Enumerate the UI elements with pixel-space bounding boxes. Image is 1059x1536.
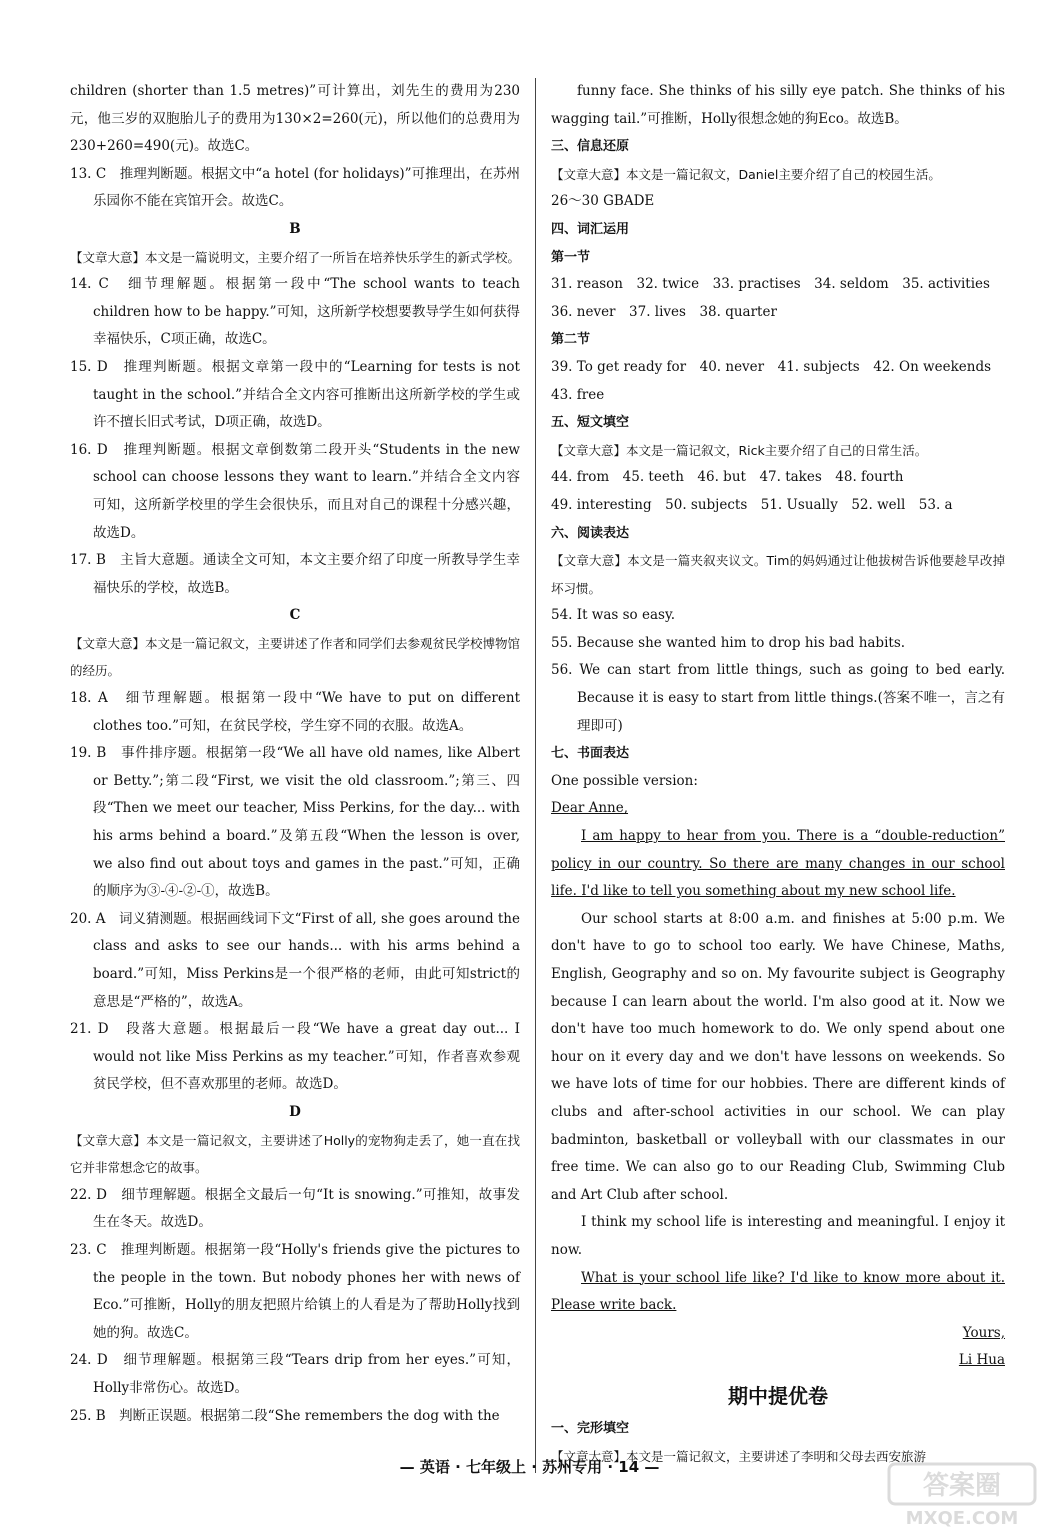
right-text-block: 43. free [551, 386, 605, 403]
left-text-block: 17. B 主旨大意题。通读全文可知，本文主要介绍了印度一所教导学生幸福快乐的学校，故选B。 [70, 552, 520, 596]
left-text-block: 14. C 细节理解题。根据第一段中“The school wants to teach children how to be happy.”可知，这所新学校想要教导学生如何获得幸福快乐，C项正确，故选C。 [70, 276, 520, 348]
left-text-block: 21. D 段落大意题。根据最后一段“We have a great day out... I would not like Miss Perkins as my teacher.”可知，作者喜欢参观贫民学校，但不喜欢那里的老师。故选D。 [70, 1021, 520, 1093]
left-text-block: D [289, 1103, 301, 1120]
right-text-block: 六、阅读表达 [551, 525, 630, 541]
right-text-block: 【文章大意】本文是一篇记叙文，Rick主要介绍了自己的日常生活。 [551, 442, 928, 458]
right-text-block: 26～30 GBADE [551, 193, 655, 210]
left-text-block: 【文章大意】本文是一篇说明文，主要介绍了一所旨在培养快乐学生的新式学校。 [70, 249, 521, 265]
left-text-block: 【文章大意】本文是一篇记叙文，主要讲述了Holly的宠物狗走丢了，她一直在找它并非常想念它的故事。 [70, 1132, 520, 1176]
left-text-block: B [289, 220, 301, 237]
right-text-block: 54. It was so easy. [551, 607, 676, 624]
right-text-block: 39. To get ready for 40. never 41. subjects 42. On weekends [551, 358, 992, 375]
right-text-block: 【文章大意】本文是一篇记叙文，Daniel主要介绍了自己的校园生活。 [551, 166, 941, 182]
right-text-block: 三、信息还原 [551, 139, 630, 155]
left-text-block: 【文章大意】本文是一篇记叙文，主要讲述了作者和同学们去参观贫民学校博物馆的经历。 [70, 635, 521, 679]
right-text-block: 一、完形填空 [551, 1420, 630, 1436]
svg-text:MXQE.COM: MXQE.COM [905, 1508, 1019, 1529]
right-text-block: Yours, [962, 1324, 1005, 1341]
right-text-block: 31. reason 32. twice 33. practises 34. seldom 35. activities [551, 276, 990, 293]
svg-text:答案圈: 答案圈 [922, 1471, 1002, 1501]
right-text-block: funny face. She thinks of his silly eye patch. She thinks of his wagging tail.”可推断，Holly很想念她的狗Eco。故选B。 [551, 83, 1005, 127]
right-text-block: 四、词汇运用 [551, 221, 630, 237]
left-column [70, 78, 520, 1430]
watermark-logo [887, 1460, 1037, 1530]
right-text-block: One possible version: [551, 772, 698, 789]
left-text-block: 16. D 推理判断题。根据文章倒数第二段开头“Students in the new school can choose lessons they want to learn.”并结合全文内容可知，这所新学校里的学生会很快乐，而且对自己的课程十分感兴趣，故选D。 [70, 441, 520, 541]
left-text-block: children (shorter than 1.5 metres)”可计算出，刘先生的费用为230元，他三岁的双胞胎儿子的费用为130×2=260(元)，所以他们的总费用为230+260=490(元)。故选C。 [70, 83, 520, 155]
right-text-block: 【文章大意】本文是一篇记叙文，主要讲述了李明和父母去西安旅游 [551, 1448, 927, 1464]
left-text-block: 24. D 细节理解题。根据第三段“Tears drip from her eyes.”可知，Holly非常伤心。故选D。 [70, 1352, 520, 1396]
right-text-block: Li Hua [958, 1352, 1005, 1369]
right-text-block: 期中提优卷 [728, 1383, 828, 1408]
right-text-block: 44. from 45. teeth 46. but 47. takes 48. fourth [551, 469, 904, 486]
right-text-block: 第二节 [551, 332, 591, 348]
right-text-block: 【文章大意】本文是一篇夹叙夹议文。Tim的妈妈通过让他拔树告诉他要趁早改掉坏习惯。 [551, 553, 1005, 596]
right-column [551, 78, 1005, 1470]
right-text-block: 49. interesting 50. subjects 51. Usually 52. well 53. a [551, 496, 953, 513]
right-text-block: 55. Because she wanted him to drop his bad habits. [551, 634, 906, 651]
left-text-block: 18. A 细节理解题。根据第一段中“We have to put on different clothes too.”可知，在贫民学校，学生穿不同的衣服。故选A。 [70, 690, 520, 734]
right-text-block: 36. never 37. lives 38. quarter [551, 303, 777, 320]
right-text-block: 七、书面表达 [551, 746, 630, 762]
left-text-block: 19. B 事件排序题。根据第一段“We all have old names, like Albert or Betty.”;第二段“First, we visit the old classroom.”;第三、四段“Then we meet our teacher, Miss Perkins, for the day... with his arms behind a board.”及第五段“When the lesson is over, we also find out about toys and games in the past.”可知，正确的顺序为③-④-②-①，故选B。 [70, 745, 520, 900]
page-footer: — 英语 · 七年级上 · 苏州专用 · 14 — [399, 1458, 660, 1476]
left-text-block: C [289, 607, 301, 624]
right-text-block: I think my school life is interesting and meaningful. I enjoy it now. [551, 1214, 1005, 1258]
right-text-block: Dear Anne, [551, 800, 629, 817]
left-text-block: 25. B 判断正误题。根据第二段“She remembers the dog with the [70, 1407, 500, 1424]
right-text-block: 第一节 [551, 249, 591, 265]
column-divider [535, 78, 536, 1473]
right-text-block: I am happy to hear from you. There is a “double-reduction” policy in our country. So there are many changes in our school life. I'd like to tell you something about my new school life. [551, 828, 1005, 900]
left-text-block: 23. C 推理判断题。根据第一段“Holly's friends give the pictures to the people in the town. But nobody phones her with news of Eco.”可推断，Holly的朋友把照片给镇上的人看是为了帮助Holly找到她的狗。故选C。 [70, 1241, 520, 1341]
right-text-block: 五、短文填空 [551, 415, 630, 431]
left-text-block: 13. C 推理判断题。根据文中“a hotel (for holidays)”可推理出，在苏州乐园你不能在宾馆开会。故选C。 [70, 165, 520, 210]
right-text-block: Our school starts at 8:00 a.m. and finishes at 5:00 p.m. We don't have to go to school too early. We have Chinese, Maths, English, Geography and so on. My favourite subject is Geography because I can learn about the world. I'm also good at it. Now we don't have too much homework to do. We only spend about one hour on it every day and we don't have lessons on weekends. So we have lots of time for our hobbies. There are different kinds of clubs and after-school activities in our school. We can play badminton, basketball or volleyball with our classmates in our free time. We can also go to our Reading Club, Swimming Club and Art Club after school. [551, 910, 1005, 1203]
left-text-block: 15. D 推理判断题。根据文章第一段中的“Learning for tests is not taught in the school.”并结合全文内容可推断出这所新学校的学生或许不擅长旧式考试，D项正确，故选D。 [70, 358, 520, 431]
left-text-block: 20. A 词义猜测题。根据画线词下文“First of all, she goes around the class and asks to see our hands... with his arms behind a board.”可知，Miss Perkins是一个很严格的老师，由此可知strict的意思是“严格的”，故选A。 [70, 910, 520, 1010]
right-text-block: 56. We can start from little things, such as going to bed early. Because it is easy to start from little things.(答案不唯一，言之有理即可) [551, 662, 1005, 734]
left-text-block: 22. D 细节理解题。根据全文最后一句“It is snowing.”可推知，故事发生在冬天。故选D。 [70, 1186, 520, 1231]
right-text-block: What is your school life like? I'd like to know more about it. Please write back. [551, 1269, 1005, 1314]
